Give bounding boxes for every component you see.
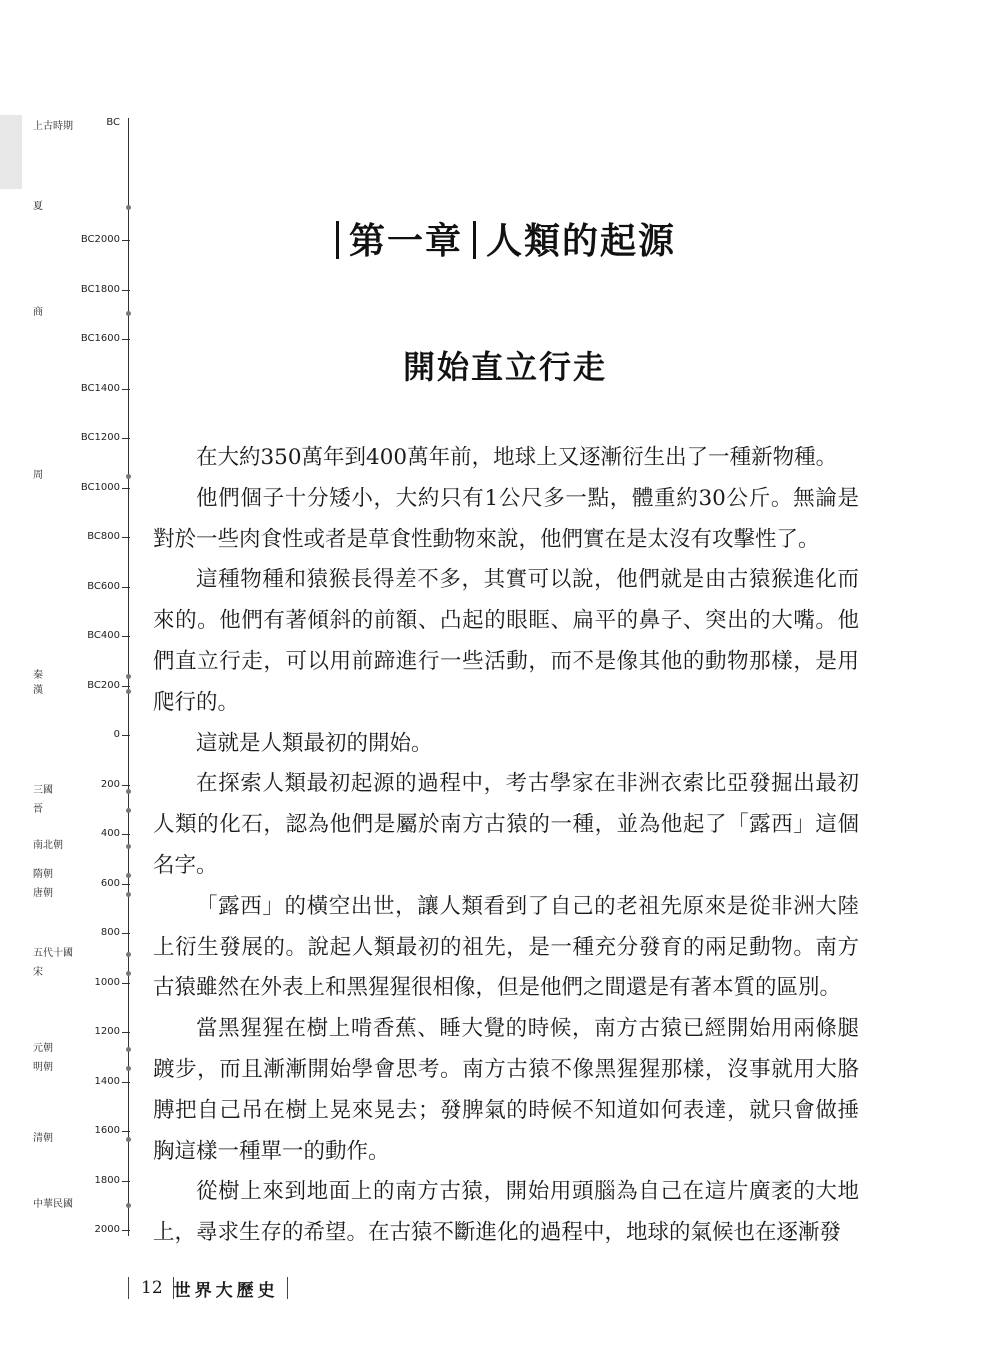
timeline-marker-dot (126, 844, 131, 849)
body-paragraph: 從樹上來到地面上的南方古猿，開始用頭腦為自己在這片廣袤的大地上，尋求生存的希望。在古猿不斷進化的過程中，地球的氣候也在逐漸發 (153, 1179, 859, 1246)
timeline-dynasty-label: 周 (33, 470, 43, 481)
timeline-tick-label: BC200 (40, 680, 120, 692)
footer-divider (128, 1277, 129, 1299)
timeline-tick-label: BC400 (40, 630, 120, 642)
timeline-marker-dot (126, 971, 131, 976)
timeline-dynasty-label: 三國 (33, 785, 53, 796)
timeline-marker-dot (126, 474, 131, 479)
body-paragraph: 當黑猩猩在樹上啃香蕉、睡大覺的時候，南方古猿已經開始用兩條腿踱步，而且漸漸開始學會思考。南方古猿不像黑猩猩那樣，沒事就用大胳膊把自己吊在樹上晃來晃去；發脾氣的時候不知道如何表達，就只會做捶胸這樣一種單一的動作。 (153, 1016, 859, 1164)
timeline-tick-label: BC600 (40, 581, 120, 593)
timeline-tick-label: BC1400 (40, 383, 120, 395)
body-paragraph: 在大約350萬年到400萬年前，地球上又逐漸衍生出了一種新物種。 (196, 445, 838, 470)
timeline-marker-dot (126, 311, 131, 316)
timeline-dynasty-label: 夏 (33, 201, 43, 212)
timeline-tick-label: BC1000 (40, 482, 120, 494)
timeline-era-label: 上古時期 (33, 121, 73, 132)
timeline-marker-dot (126, 808, 131, 813)
timeline-marker-dot (126, 1047, 131, 1052)
timeline-tick-label: 800 (40, 927, 120, 939)
timeline-tick-label: 1800 (40, 1175, 120, 1187)
timeline-dynasty-label: 宋 (33, 967, 43, 978)
timeline-dynasty-label: 唐朝 (33, 888, 53, 899)
timeline-tick-label: 1000 (40, 977, 120, 989)
body-paragraph: 他們個子十分矮小，大約只有1公尺多一點，體重約30公斤。無論是對於一些肉食性或者是草食性動物來說，他們實在是太沒有攻擊性了。 (153, 485, 859, 552)
timeline-marker-dot (126, 674, 131, 679)
timeline-dynasty-label: 秦 (33, 670, 43, 681)
timeline-marker-dot (126, 789, 131, 794)
timeline-tick-label: 1400 (40, 1076, 120, 1088)
timeline-marker-dot (126, 952, 131, 957)
chapter-number: 第一章 (349, 220, 464, 262)
timeline-tick-label: BC1200 (40, 432, 120, 444)
book-title: 世界大歷史 (173, 1280, 279, 1301)
timeline-tick-label: BC2000 (40, 234, 120, 246)
timeline-dynasty-label: 明朝 (33, 1062, 53, 1073)
body-text (153, 438, 859, 1254)
timeline-tick-label: 1200 (40, 1026, 120, 1038)
timeline-dynasty-label: 五代十國 (33, 948, 73, 959)
timeline-era-unit: BC (106, 117, 120, 128)
timeline-tick-label: 200 (40, 779, 120, 791)
title-divider (473, 221, 476, 259)
timeline-dynasty-label: 南北朝 (33, 840, 63, 851)
section-title: 開始直立行走 (402, 348, 607, 386)
timeline-marker-dot (126, 1066, 131, 1071)
timeline-marker-dot (126, 1203, 131, 1208)
timeline-tick-label: 400 (40, 828, 120, 840)
timeline-marker-dot (126, 205, 131, 210)
title-divider (336, 221, 339, 259)
timeline-dynasty-label: 隋朝 (33, 869, 53, 880)
footer-divider (287, 1277, 288, 1299)
timeline-tick-label: BC1800 (40, 284, 120, 296)
timeline-marker-dot (126, 892, 131, 897)
chapter-title (336, 213, 676, 264)
timeline-marker-dot (126, 689, 131, 694)
body-paragraph: 這就是人類最初的開始。 (196, 730, 433, 756)
timeline-tick-label: BC800 (40, 531, 120, 543)
timeline-dynasty-label: 晉 (33, 804, 43, 815)
timeline-dynasty-label: 中華民國 (33, 1199, 73, 1210)
timeline-sidebar (0, 0, 140, 1353)
timeline-tick-label: 0 (40, 729, 120, 741)
timeline-tick-label: 1600 (40, 1125, 120, 1137)
timeline-marker-dot (126, 1137, 131, 1142)
body-paragraph: 在探索人類最初起源的過程中，考古學家在非洲衣索比亞發掘出最初人類的化石，認為他們是屬於南方古猿的一種，並為他起了「露西」這個名字。 (153, 771, 859, 878)
chapter-name: 人類的起源 (486, 220, 677, 262)
page-number: 12 (141, 1278, 163, 1298)
timeline-tick-label: 600 (40, 878, 120, 890)
body-paragraph: 「露西」的橫空出世，讓人類看到了自己的老祖先原來是從非洲大陸上衍生發展的。說起人類最初的祖先，是一種充分發育的兩足動物。南方古猿雖然在外表上和黑猩猩很相像，但是他們之間還是有著本質的區別。 (153, 893, 859, 1001)
timeline-tick-label: 2000 (40, 1224, 120, 1236)
body-paragraph: 這種物種和猿猴長得差不多，其實可以說，他們就是由古猿猴進化而來的。他們有著傾斜的前額、凸起的眼眶、扁平的鼻子、突出的大嘴。他們直立行走，可以用前蹄進行一些活動，而不是像其他的動物那樣，是用爬行的。 (153, 567, 859, 715)
timeline-dynasty-label: 商 (33, 307, 43, 318)
timeline-marker-dot (126, 873, 131, 878)
timeline-tick-label: BC1600 (40, 333, 120, 345)
timeline-dynasty-label: 清朝 (33, 1133, 53, 1144)
timeline-dynasty-label: 漢 (33, 685, 43, 696)
page-footer (128, 1276, 288, 1300)
timeline-dynasty-label: 元朝 (33, 1043, 53, 1054)
